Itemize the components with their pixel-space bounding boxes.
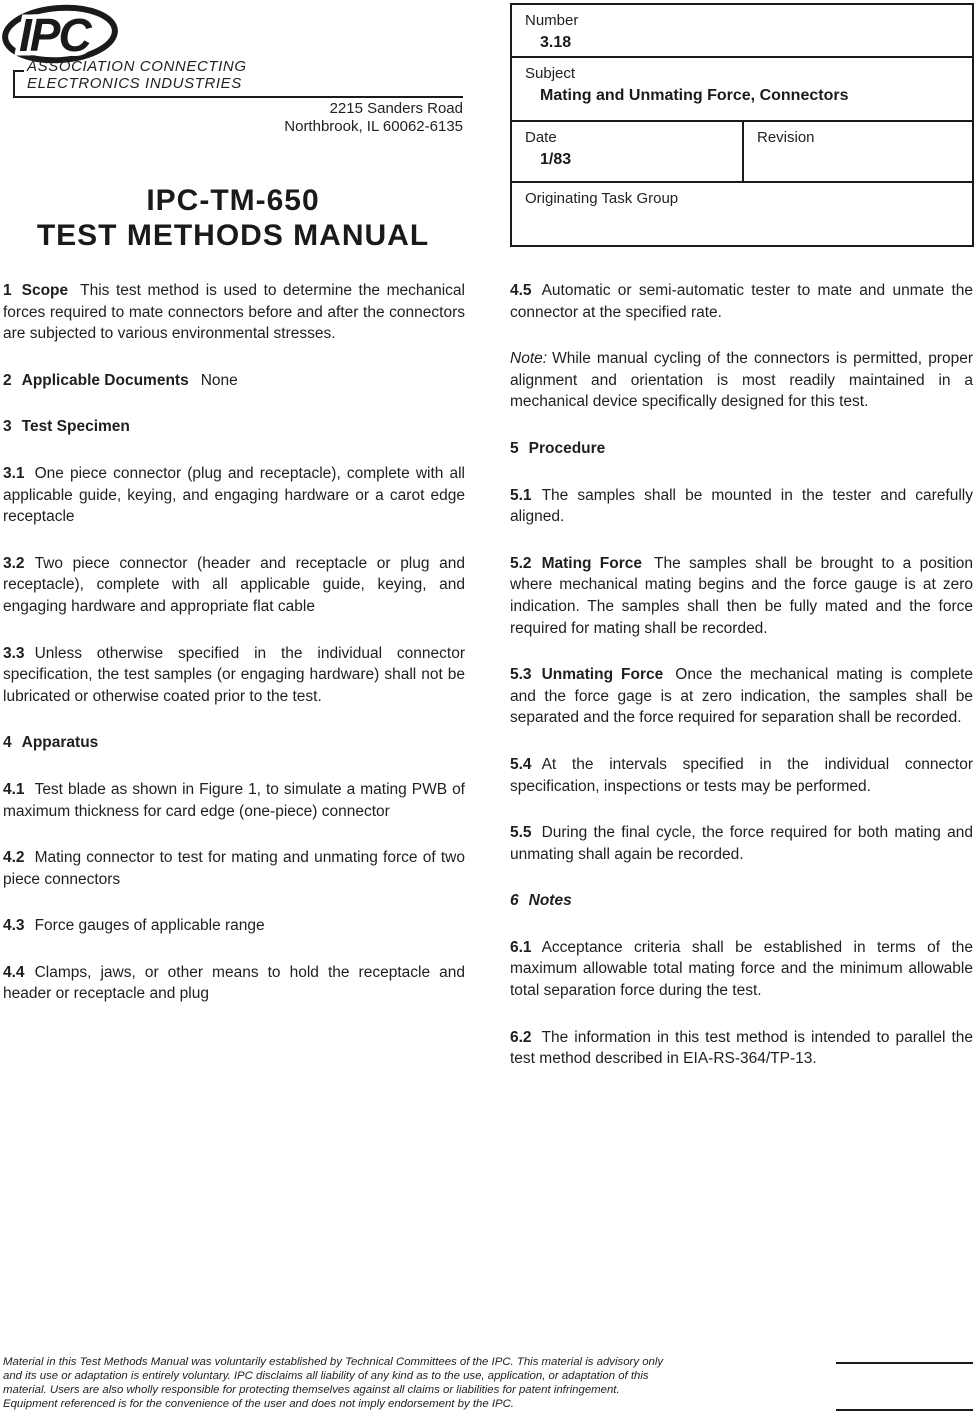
paragraph: [3, 643, 465, 708]
section-title: Mating Force: [541, 554, 642, 572]
section-text: One piece connector (plug and receptacle), complete with all applicable guide, keying, and engaging hardware or a carot edge receptacle: [3, 464, 465, 526]
section-number: 5: [510, 439, 519, 457]
info-table: [510, 3, 974, 247]
paragraph: [510, 664, 973, 729]
footer-line: Equipment referenced is for the convenience of the user and does not imply endorsement by the IPC.: [3, 1397, 514, 1410]
section-number: 4.2: [3, 849, 25, 867]
section-number: 4.3: [3, 917, 25, 935]
section-heading: [3, 416, 465, 438]
document-title-line1: IPC-TM-650: [146, 184, 320, 217]
date-label: Date: [525, 129, 557, 146]
section-text: Once the mechanical mating is complete and the force gage is at zero indication, the samples shall be separated and the force required for separation shall be recorded.: [510, 666, 973, 727]
section-number: 5.4: [510, 755, 532, 773]
revision-label: Revision: [757, 129, 815, 146]
footer-line: and its use or adaptation is entirely voluntary. IPC disclaims all liability of any kind as to the use, application, or adaptation of this: [3, 1369, 649, 1382]
section-heading: [3, 732, 465, 754]
section-text: The samples shall be brought to a position where mechanical mating begins and the force gauge is at zero indication. The samples shall then be fully mated and the force required for mating shall be recorded.: [510, 554, 973, 637]
org-name: [27, 58, 247, 92]
section-text: This test method is used to determine the mechanical forces required to mate connectors before and after the connectors are subjected to various environmental stresses.: [3, 282, 465, 343]
ipc-logo-icon: [2, 4, 122, 64]
number-value: 3.18: [540, 34, 572, 51]
number-label: Number: [525, 12, 579, 29]
org-name-line1: ASSOCIATION CONNECTING: [27, 58, 247, 75]
address-line1: 2215 Sanders Road: [329, 100, 463, 117]
footer-rule-bottom: [836, 1409, 973, 1411]
paragraph: [3, 553, 465, 618]
paragraph: [510, 485, 973, 528]
section-text: Mating connector to test for mating and unmating force of two piece connectors: [3, 849, 465, 888]
section-number: 6.2: [510, 1028, 532, 1046]
subject-label: Subject: [525, 65, 576, 82]
info-row-subject: [512, 58, 972, 122]
section-number: 3: [3, 418, 12, 436]
section-number: 4.5: [510, 282, 532, 299]
section-title: Applicable Documents: [21, 371, 189, 389]
section-text: Unless otherwise specified in the individual connector specification, the test samples (or engaging hardware) shall not be lubricated or otherwise coated prior to the test.: [3, 644, 465, 705]
section-number: 6: [510, 892, 519, 910]
right-column: [510, 280, 973, 1095]
section-text: At the intervals specified in the individual connector specification, inspections or tests may be performed.: [510, 755, 973, 795]
section-title: Procedure: [528, 439, 606, 457]
footer-disclaimer: [3, 1356, 703, 1412]
paragraph: [3, 847, 465, 890]
paragraph: [510, 754, 973, 797]
paragraph: [3, 779, 465, 822]
section-number: 6.1: [510, 938, 532, 956]
section-title: Unmating Force: [541, 666, 664, 684]
section-number: 5.1: [510, 486, 532, 504]
paragraph: [3, 370, 465, 392]
bracket-vertical-rule: [13, 70, 15, 98]
section-number: 5.3: [510, 666, 532, 684]
section-number: 5.5: [510, 824, 532, 842]
info-row-task-group: [512, 183, 972, 245]
header-horizontal-rule: [13, 96, 463, 98]
section-number: 3.2: [3, 554, 25, 572]
section-number: Note:: [510, 350, 548, 368]
section-text: Test blade as shown in Figure 1, to simulate a mating PWB of maximum thickness for card edge (one-piece) connector: [3, 780, 465, 820]
section-heading: [510, 438, 973, 460]
paragraph: [510, 822, 973, 865]
org-name-line2: ELECTRONICS INDUSTRIES: [27, 75, 242, 92]
section-text: Acceptance criteria shall be established in terms of the maximum allowable total mating force and the minimum allowable total separation force during the test.: [510, 938, 973, 1000]
section-text: Clamps, jaws, or other means to hold the receptacle and header or receptacle and plug: [3, 963, 465, 1003]
paragraph: [510, 937, 973, 1002]
section-number: 4.4: [3, 963, 25, 981]
section-text: None: [200, 371, 238, 389]
paragraph: [3, 962, 465, 1005]
paragraph: [510, 1027, 973, 1070]
date-value: 1/83: [540, 151, 572, 168]
paragraph: [510, 553, 973, 639]
section-title: Test Specimen: [21, 418, 130, 436]
section-number: 2: [3, 371, 12, 389]
paragraph: [510, 348, 973, 413]
section-text: Automatic or semi-automatic tester to mate and unmate the connector at the specified rate.: [510, 282, 973, 321]
section-text: While manual cycling of the connectors is permitted, proper alignment and orientation is most readily maintained in a mechanical device specifically designed for this test.: [510, 350, 973, 411]
paragraph: [3, 280, 465, 345]
section-number: 3.1: [3, 464, 25, 482]
section-text: The samples shall be mounted in the tester and carefully aligned.: [510, 486, 973, 526]
footer-line: Material in this Test Methods Manual was voluntarily established by Technical Committees of the IPC. This material is advisory only: [3, 1356, 664, 1368]
logo-text: IPC: [19, 9, 90, 61]
section-number: 1: [3, 282, 12, 299]
section-text: The information in this test method is intended to parallel the test method described in EIA-RS-364/TP-13.: [510, 1028, 973, 1068]
section-text: During the final cycle, the force required for both mating and unmating shall again be recorded.: [510, 824, 973, 863]
footer-line: material. Users are also wholly responsible for protecting themselves against all claims or liabilities for patent infringement.: [3, 1383, 620, 1396]
section-text: Force gauges of applicable range: [34, 917, 265, 935]
ipc-logo: [2, 4, 122, 64]
task-group-label: Originating Task Group: [525, 190, 679, 207]
paragraph: [510, 280, 973, 323]
document-title: [0, 184, 466, 254]
section-number: 4.1: [3, 780, 25, 798]
paragraph: [3, 463, 465, 528]
left-column: [3, 280, 465, 1030]
section-number: 4: [3, 734, 12, 752]
section-title: Apparatus: [21, 734, 99, 752]
section-number: 5.2: [510, 554, 532, 572]
address-line2: Northbrook, IL 60062-6135: [284, 117, 463, 135]
section-text: Two piece connector (header and receptacle or plug and receptacle), complete with all applicable guide, keying, and engaging hardware and appropriate flat cable: [3, 554, 465, 615]
section-heading: [510, 890, 973, 912]
section-title: Notes: [528, 892, 572, 910]
info-row-number: [512, 5, 972, 58]
subject-value: Mating and Unmating Force, Connectors: [540, 87, 849, 104]
section-title: Scope: [21, 282, 69, 299]
section-number: 3.3: [3, 644, 25, 662]
paragraph: [3, 915, 465, 937]
document-title-line2: TEST METHODS MANUAL: [36, 219, 430, 252]
footer-rule-top: [836, 1362, 973, 1364]
info-row-date-revision: [512, 122, 972, 183]
address: [0, 100, 463, 135]
